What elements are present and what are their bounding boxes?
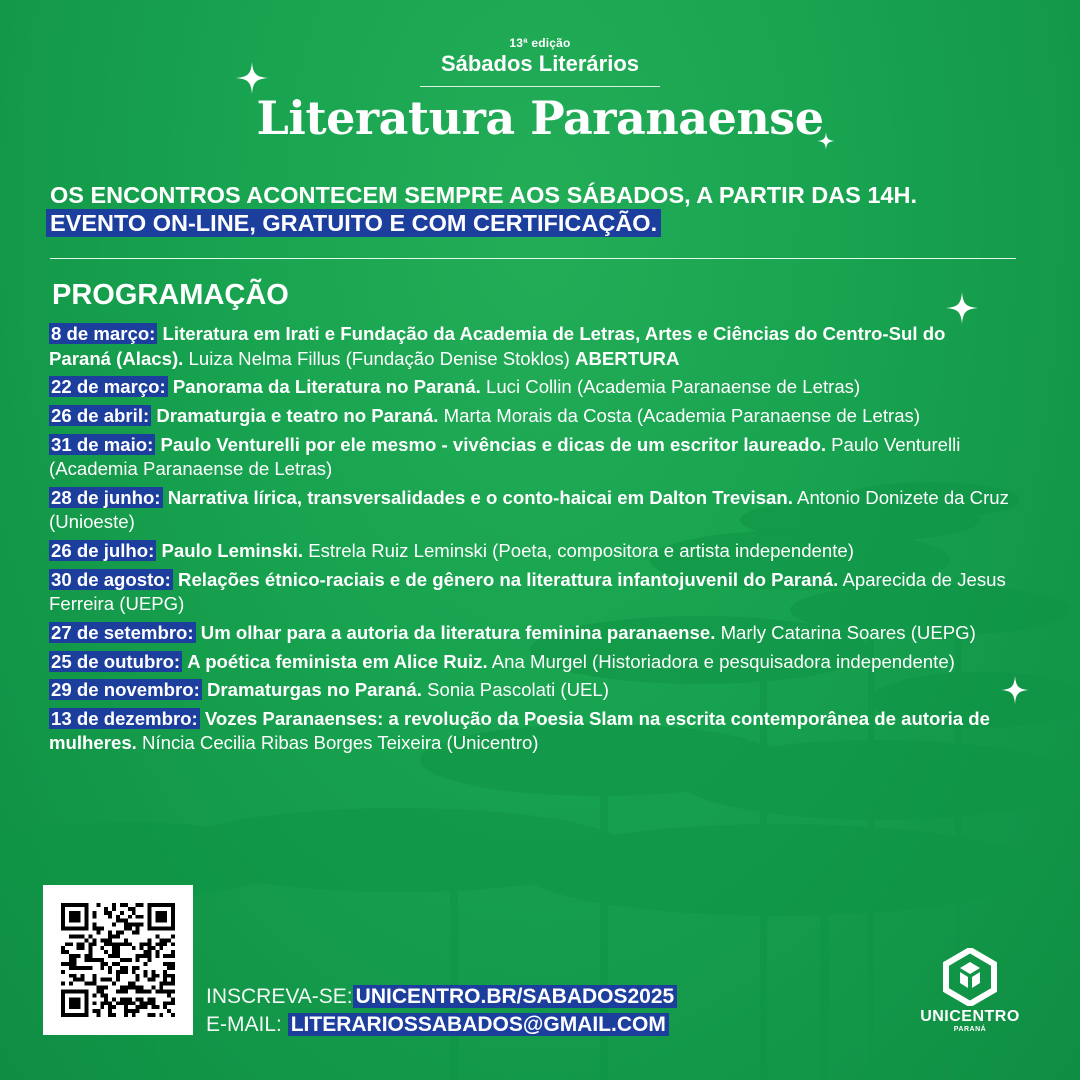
page-title: Literatura Paranaense (256, 91, 824, 145)
edition-label: 13ª edição (509, 36, 571, 50)
event-info (50, 181, 917, 237)
email-link[interactable]: LITERARIOSSABADOS@GMAIL.COM (288, 1013, 669, 1036)
event-theme: Narrativa lírica, transversalidades e o conto-haicai em Dalton Trevisan. (167, 486, 793, 508)
sparkle-icon (946, 292, 978, 324)
event-speaker: Ana Murgel (Historiadora e pesquisadora independente) (491, 650, 955, 672)
event-date: 31 de maio: (51, 433, 154, 455)
program-item (49, 433, 1009, 482)
email-row (206, 1011, 677, 1039)
unicentro-logo-icon (942, 948, 998, 1006)
event-theme: Dramaturgas no Paraná. (206, 679, 422, 701)
event-speaker: Luiza Nelma Fillus (Fundação Denise Stoklos) (188, 347, 570, 369)
program-item (49, 486, 1009, 535)
event-date: 27 de setembro: (51, 621, 194, 643)
program-item (49, 678, 1009, 703)
event-speaker: Aparecida de Jesus Ferreira (UEPG) (49, 568, 1006, 615)
event-date: 13 de dezembro: (51, 707, 198, 729)
event-speaker: Marta Morais da Costa (Academia Paranaense de Letras) (443, 404, 921, 426)
header (0, 36, 1080, 145)
event-date: 29 de novembro: (51, 679, 200, 701)
program-list (49, 322, 1009, 760)
program-item (49, 539, 1009, 564)
email-label: E-MAIL: (206, 1013, 282, 1036)
register-link[interactable]: UNICENTRO.BR/SABADOS2025 (353, 985, 678, 1008)
online-free-certificate-info: EVENTO ON-LINE, GRATUITO E COM CERTIFICAÇÃO. (46, 209, 661, 237)
program-title: PROGRAMAÇÃO (52, 279, 289, 311)
event-speaker: Estrela Ruiz Leminski (Poeta, compositora e artista independente) (308, 539, 854, 561)
event-theme: Literatura em Irati e Fundação da Academia de Letras, Artes e Ciências do Centro-Sul do Paraná (Alacs). (49, 323, 946, 369)
unicentro-logo (915, 948, 1025, 1033)
event-tag: ABERTURA (575, 347, 680, 369)
logo-state: PARANÁ (953, 1026, 987, 1033)
event-date: 25 de outubro: (51, 650, 181, 672)
event-theme: Relações étnico-raciais e de gênero na literattura infantojuvenil do Paraná. (178, 568, 839, 590)
register-row (206, 983, 677, 1011)
event-date: 26 de julho: (51, 539, 155, 561)
event-speaker: Paulo Venturelli (Academia Paranaense de Letras) (49, 433, 961, 480)
register-label: INSCREVA-SE: (206, 985, 353, 1008)
program-item (49, 322, 1009, 371)
program-item (49, 404, 1009, 429)
event-date: 30 de agosto: (51, 568, 171, 590)
event-theme: Vozes Paranaenses: a revolução da Poesia Slam na escrita contemporânea de autoria de mulheres. (49, 707, 990, 754)
event-theme: Panorama da Literatura no Paraná. (172, 376, 481, 398)
event-date: 26 de abril: (51, 404, 150, 426)
contact-info (206, 983, 677, 1039)
event-speaker: Luci Collin (Academia Paranaense de Letras) (486, 376, 861, 398)
section-divider (50, 258, 1016, 259)
event-speaker: Marly Catarina Soares (UEPG) (720, 621, 976, 643)
series-name: Sábados Literários (440, 51, 640, 76)
program-item (49, 707, 1009, 756)
program-item (49, 375, 1009, 400)
program-item (49, 650, 1009, 675)
event-speaker: Sonia Pascolati (UEL) (427, 679, 609, 701)
logo-name: UNICENTRO (920, 1008, 1020, 1025)
header-divider (420, 86, 660, 87)
program-item (49, 568, 1009, 617)
event-theme: Dramaturgia e teatro no Paraná. (156, 404, 439, 426)
qr-code[interactable] (43, 885, 193, 1035)
event-theme: Paulo Venturelli por ele mesmo - vivências e dicas de um escritor laureado. (160, 433, 826, 455)
event-date: 28 de junho: (51, 486, 161, 508)
event-date: 8 de março: (51, 323, 156, 344)
schedule-info: OS ENCONTROS ACONTECEM SEMPRE AOS SÁBADOS, A PARTIR DAS 14H. (50, 182, 917, 208)
qr-code-icon (61, 903, 175, 1017)
program-item (49, 621, 1009, 646)
event-speaker: Antonio Donizete da Cruz (Unioeste) (49, 486, 1009, 533)
event-theme: Paulo Leminski. (161, 539, 304, 561)
event-speaker: Níncia Cecilia Ribas Borges Teixeira (Unicentro) (142, 732, 539, 754)
event-theme: A poética feminista em Alice Ruiz. (187, 650, 488, 672)
event-theme: Um olhar para a autoria da literatura feminina paranaense. (200, 621, 716, 643)
event-date: 22 de março: (51, 376, 166, 398)
